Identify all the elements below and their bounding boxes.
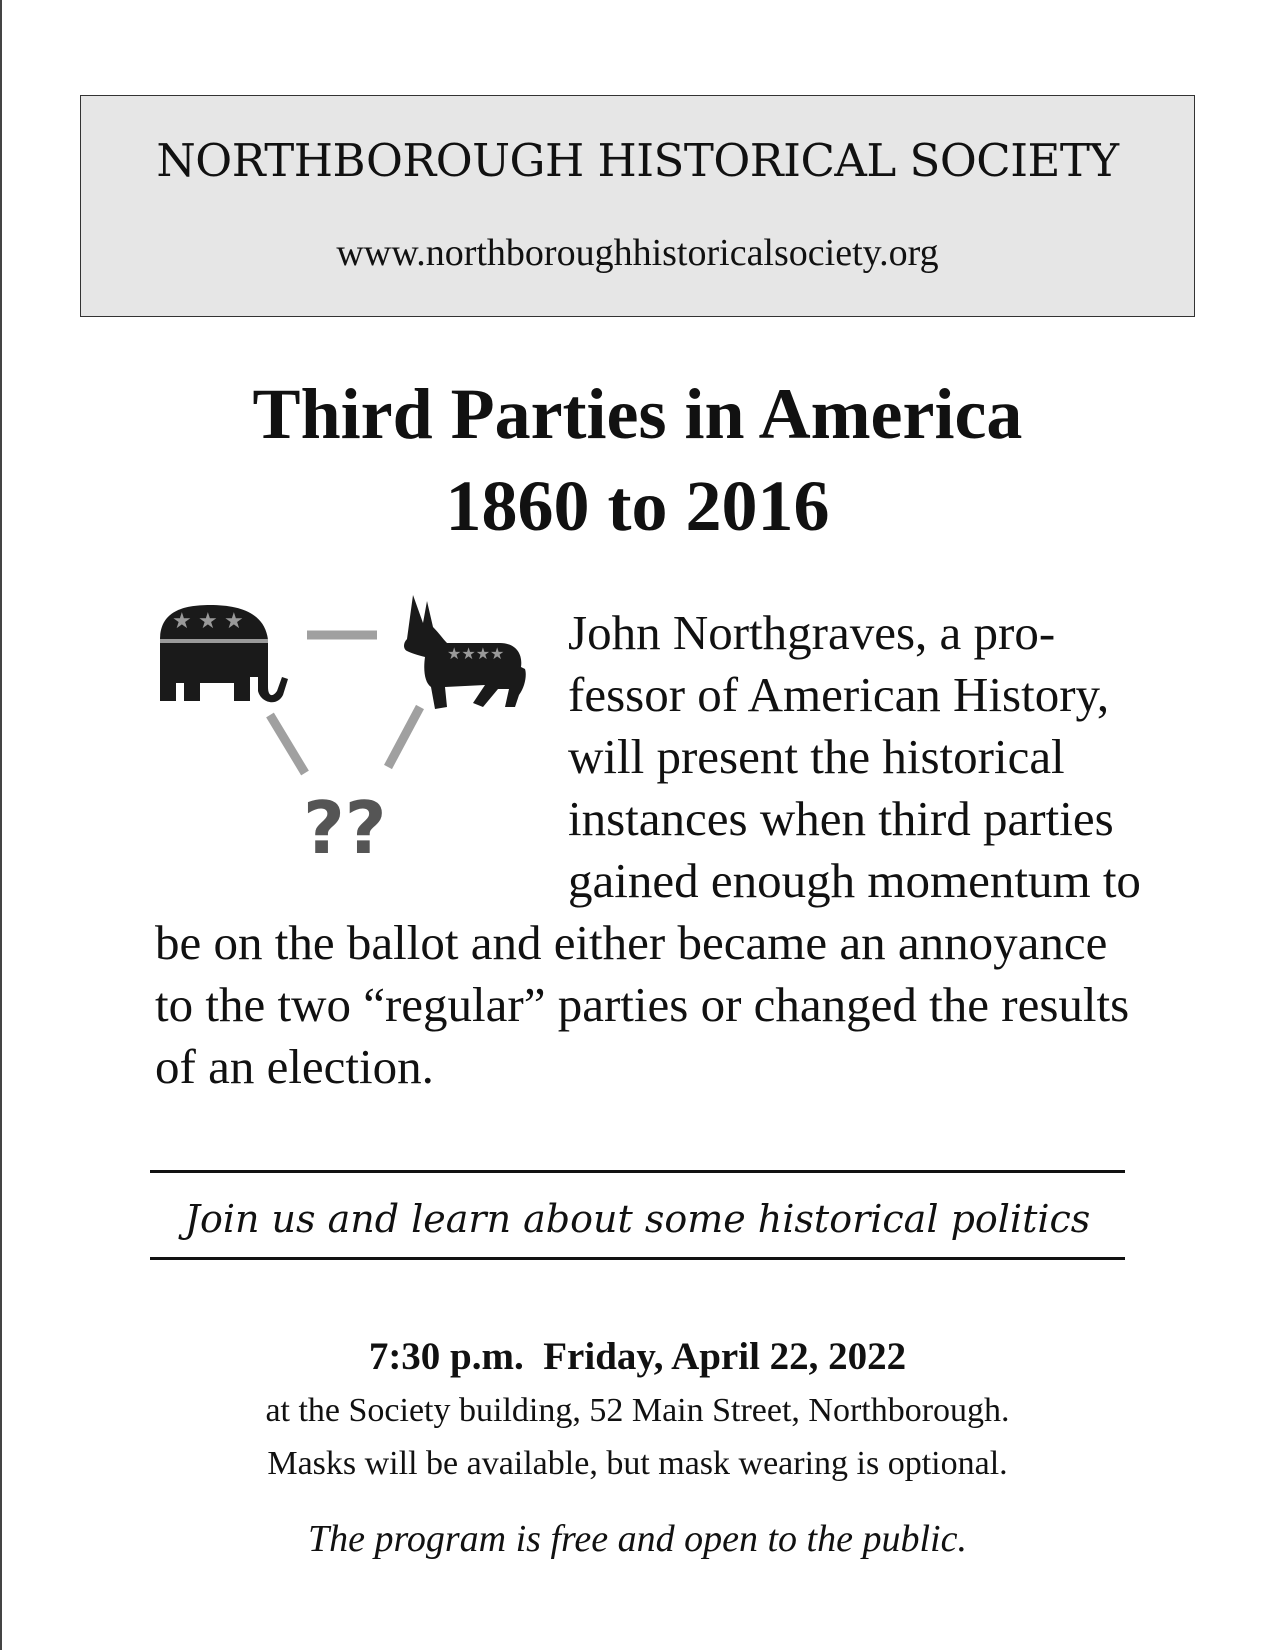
title-line-2: 1860 to 2016 (445, 466, 830, 546)
question-marks: ?? (303, 786, 387, 870)
tagline: Join us and learn about some historical politics (184, 1197, 1091, 1241)
closing-note: The program is free and open to the public. (308, 1518, 967, 1560)
svg-text:★★★★: ★★★★ (447, 644, 505, 663)
mask-notice: Masks will be available, but mask wearing is optional. (267, 1445, 1008, 1482)
graphic-wrap-space (155, 602, 568, 912)
description-paragraph (155, 602, 1145, 1098)
event-time: 7:30 p.m. Friday, April 22, 2022 (368, 1335, 907, 1378)
description-text: John Northgraves, a professor of American History, will present the historical instances when third parties gained enough momentum to be on the ballot and either became an annoyance to the two “regular” parties or changed the results of an election. (155, 605, 1141, 1094)
divider-top (150, 1170, 1125, 1173)
svg-text:★: ★ (224, 609, 244, 634)
svg-text:★: ★ (172, 609, 192, 634)
organization-name: NORTHBOROUGH HISTORICAL SOCIETY (156, 134, 1119, 187)
title-line-1: Third Parties in America (252, 374, 1023, 454)
divider-bottom (150, 1257, 1125, 1260)
svg-text:★: ★ (198, 609, 218, 634)
event-title (0, 368, 1275, 552)
header-box (80, 95, 1195, 317)
organization-url[interactable]: www.northboroughhistoricalsociety.org (336, 232, 939, 274)
event-location: at the Society building, 52 Main Street, Northborough. (265, 1392, 1010, 1429)
